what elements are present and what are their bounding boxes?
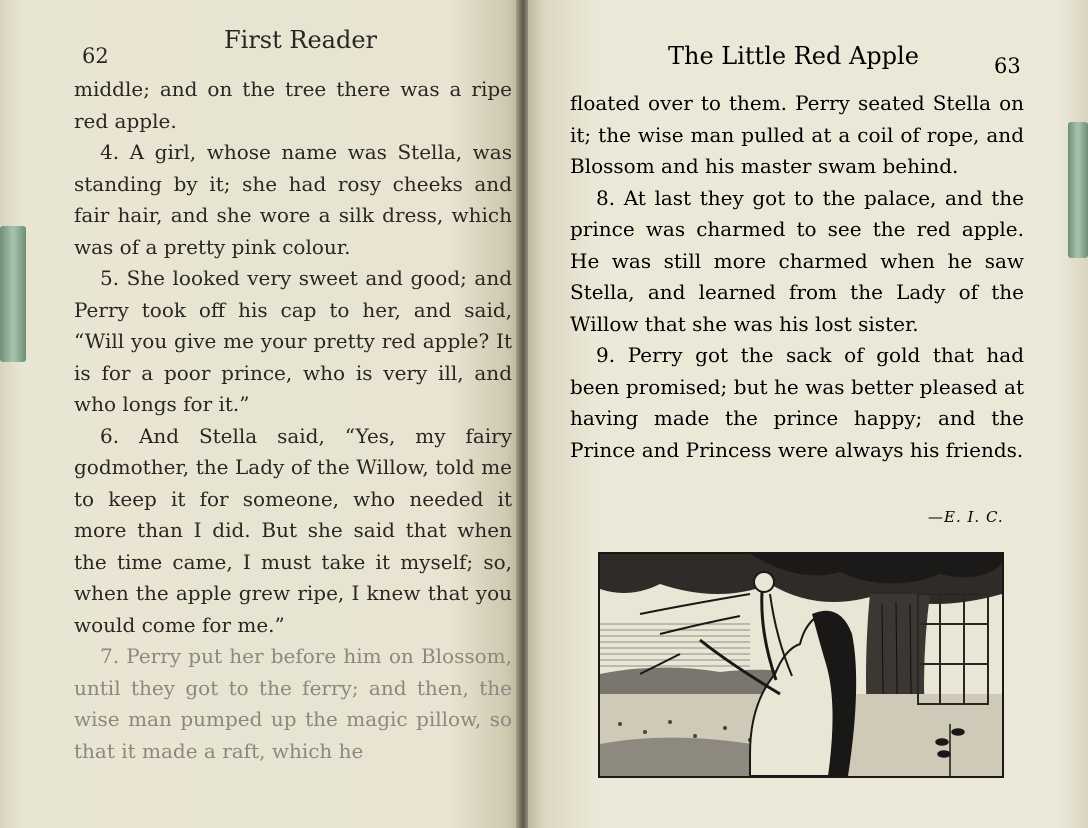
paragraph: 6. And Stella said, “Yes, my fairy godmother, the Lady of the Willow, told me to keep it for someone, who needed it more than I did. But she said that when the time came, I must take it myself; so, when the apple grew ripe, I knew that you would come for me.” [74,423,512,637]
paragraph: floated over to them. Perry seated Stella on it; the wise man pulled at a coil of rope, and Blossom and his master swam behind. [570,91,1024,178]
page-number-left: 62 [82,44,109,68]
illustration-drawing [600,554,1002,776]
bookmark-tab-right [1068,122,1088,258]
left-page [0,0,522,828]
attribution: —E. I. C. [928,508,1004,526]
paragraph: 7. Perry put her before him on Blossom, until they got to the ferry; and then, the wise man pumped up the magic pillow, so that it made a raft, which he [74,644,512,763]
paragraph: 5. She looked very sweet and good; and Perry took off his cap to her, and said, “Will you give me your pretty red apple? It is for a poor prince, who is very ill, and who longs for it.” [74,266,512,416]
running-head-left: First Reader [224,26,378,54]
illustration-girl-picking-apple [598,552,1004,778]
bookmark-tab-left [0,226,26,362]
page-number-right: 63 [994,54,1021,78]
paragraph: 8. At last they got to the palace, and the prince was charmed to see the red apple. He was still more charmed when he saw Stella, and learned from the Lady of the Willow that she was his lost sister. [570,185,1024,336]
paragraph: 9. Perry got the sack of gold that had been promised; but he was better pleased at having made the prince happy; and the Prince and Princess were always his friends. [570,343,1024,462]
running-head-right: The Little Red Apple [668,42,919,70]
paragraph: 4. A girl, whose name was Stella, was standing by it; she had rosy cheeks and fair hair, and she wore a silk dress, which was of a pretty pink colour. [74,140,512,259]
paragraph: middle; and on the tree there was a ripe red apple. [74,77,512,133]
left-body-text [74,74,512,767]
right-body-text [570,88,1024,466]
